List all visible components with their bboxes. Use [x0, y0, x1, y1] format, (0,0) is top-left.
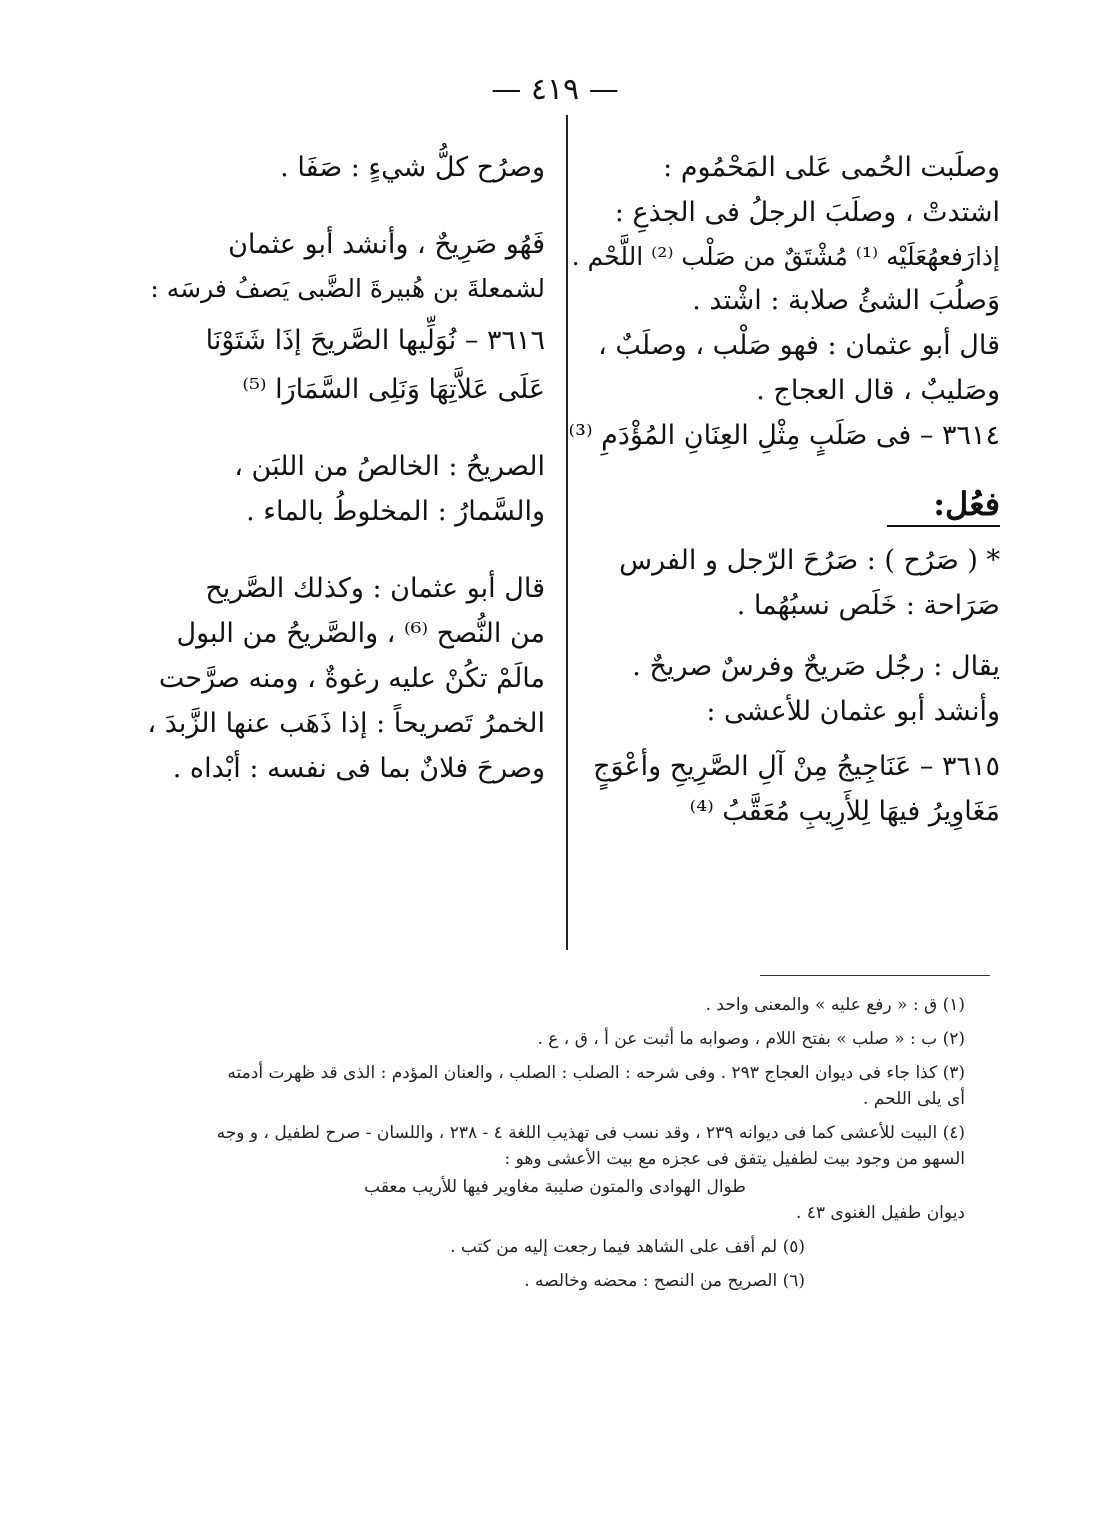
footnote: (٥) لم أقف على الشاهد فيما رجعت إليه من كتب . [450, 1237, 805, 1257]
text-line: وصلَبت الحُمى عَلى المَحْمُوم : [663, 152, 1000, 183]
column-divider [566, 115, 568, 950]
footnote: ديوان طفيل الغنوى ٤٣ . [795, 1203, 965, 1223]
text-line: الصريحُ : الخالصُ من اللبَن ، [234, 451, 545, 482]
text-line: * ( صَرُح ) : صَرُحَ الرّجل و الفرس [619, 545, 1000, 576]
left-column [130, 152, 545, 784]
text-line: إذارَفعهُعَلَيْه ⁽¹⁾ مُشْتَقٌ من صَلْب ⁽²⁾ اللَّحْم . [571, 242, 1000, 271]
text-line: قال أبو عثمان : وكذلك الصَّريح [205, 573, 545, 604]
verse-line: ٣٦١٦ – نُوَلِّيها الصَّريحَ إذَا شَتَوْنَا [205, 325, 545, 356]
text-line: وصَليبٌ ، قال العجاج . [756, 375, 1000, 406]
text-line: فَهُو صَرِيحٌ ، وأنشد أبو عثمان [228, 229, 545, 260]
text-line: الخمرُ تَصريحاً : إذا ذَهَب عنها الزَّبدَ ، [147, 708, 545, 739]
footnote: (٣) كذا جاء فى ديوان العجاج ٢٩٣ . وفى شرحه : الصلب : الصلب ، والعنان المؤدم : الذى قد ظهرت أدمته [227, 1063, 965, 1083]
text-line: من النُّصح ⁽⁶⁾ ، والصَّريحُ من البول [176, 618, 545, 649]
text-line: وأنشد أبو عثمان للأعشى : [706, 696, 1000, 727]
footnote: السهو من وجود بيت لطفيل يتفق فى عجزه مع بيت الأعشى وهو : [504, 1149, 965, 1169]
text-line: لشمعلةَ بن هُبيرةَ الضَّبى يَصفُ فرسَه : [150, 274, 545, 303]
footnote: أى يلى اللحم . [863, 1089, 965, 1109]
verse-line: ٣٦١٤ – فى صَلَبٍ مِثْلِ العِنَانِ المُؤْدَمِ ⁽³⁾ [568, 420, 1000, 451]
footnote: (٤) البيت للأعشى كما فى ديوانه ٢٣٩ ، وقد نسب فى تهذيب اللغة ٤ - ٢٣٨ ، واللسان - صرح لطفيل ، و وجه [216, 1123, 965, 1143]
text-line: يقال : رجُل صَريحٌ وفرسٌ صريحٌ . [632, 651, 1000, 682]
text-line: وَصلُبَ الشئُ صلابة : اشْتد . [692, 285, 1000, 316]
text-line: صَرَاحة : خَلَص نسبُهُما . [736, 590, 1000, 621]
verse-line: عَلَى عَلاَّتِهَا وَنَلِى السَّمَارَا ⁽⁵⁾ [242, 374, 545, 405]
page-number: — ٤١٩ — [491, 72, 619, 107]
footnote-rule [760, 975, 990, 976]
text-line: وصرُح كلُّ شيءٍ : صَفَا . [280, 152, 545, 183]
footnote: (١) ق : « رفع عليه » والمعنى واحد . [705, 995, 965, 1015]
text-line: اشتدتْ ، وصلَبَ الرجلُ فى الجذعِ : [614, 197, 1000, 228]
footnote-verse: طوال الهوادى والمتون صليبة مغاوير فيها للأريب معقب [364, 1177, 746, 1197]
text-line: قال أبو عثمان : فهو صَلْب ، وصلَبٌ ، [598, 330, 1000, 361]
footnote: (٦) الصريح من النصح : محضه وخالصه . [524, 1271, 805, 1291]
verse-line: مَغَاوِيرُ فيهَا لِلأَرِيبِ مُعَقَّبُ ⁽⁴⁾ [689, 796, 1000, 827]
verse-line: ٣٦١٥ – عَنَاجِيجُ مِنْ آلِ الصَّرِيحِ وأعْوَجٍ [593, 751, 1000, 782]
footnotes [145, 995, 965, 1291]
right-column [568, 152, 1000, 827]
text-line: والسَّمارُ : المخلوطُ بالماء . [246, 496, 545, 527]
text-line: مالَمْ تكُنْ عليه رغوةٌ ، ومنه صرَّحت [158, 663, 545, 694]
text-line: وصرحَ فلانٌ بما فى نفسه : أبْداه . [172, 753, 545, 784]
footnote: (٢) ب : « صلب » بفتح اللام ، وصوابه ما أثبت عن أ ، ق ، ع . [537, 1029, 965, 1049]
section-heading: فعُل: [887, 485, 1000, 527]
